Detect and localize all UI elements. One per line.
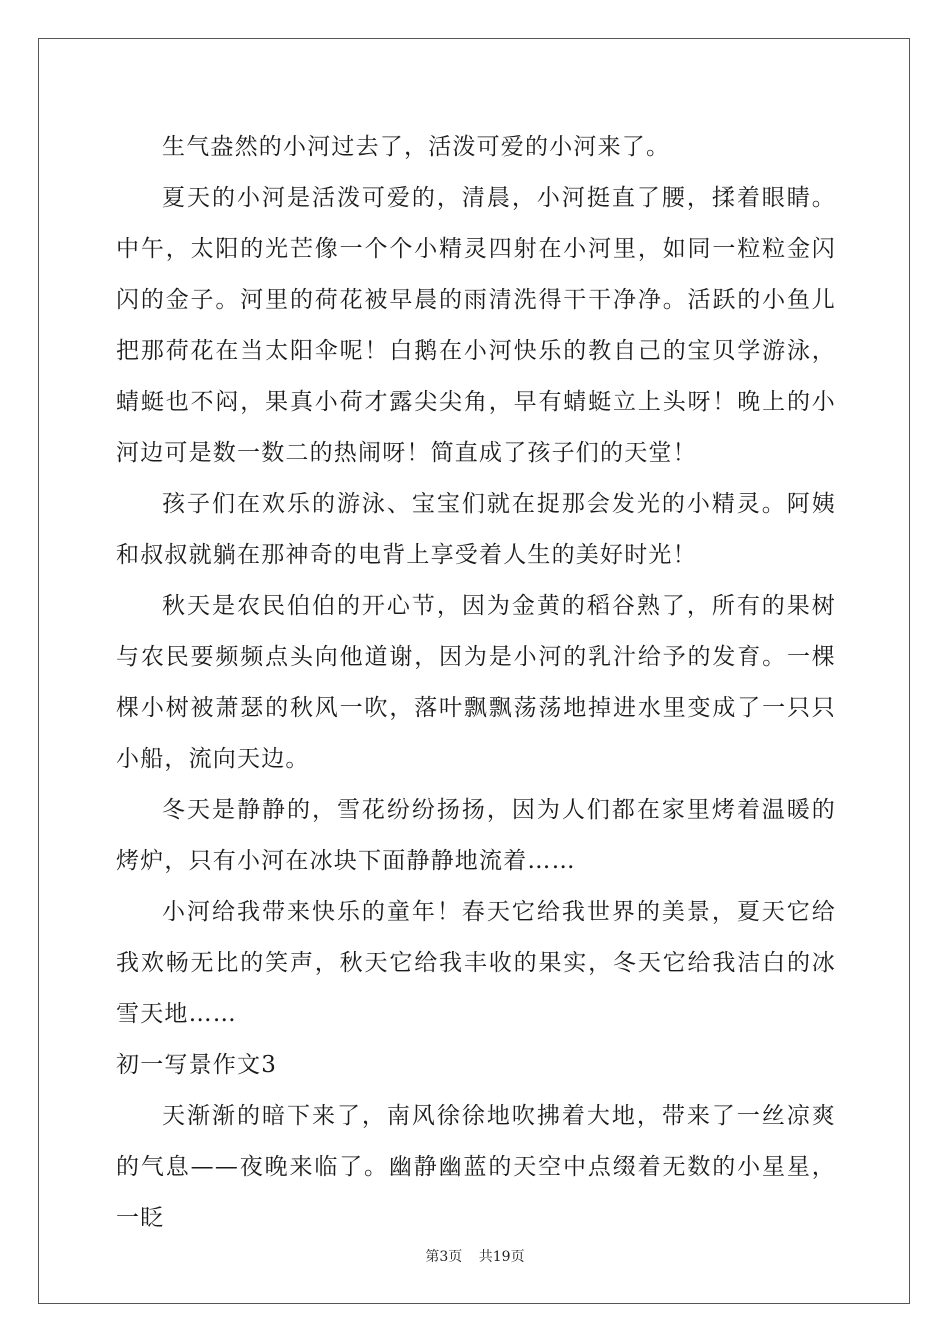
paragraph-intro: 生气盎然的小河过去了，活泼可爱的小河来了。 — [162, 134, 671, 160]
paragraph-conclusion: 小河给我带来快乐的童年！春天它给我世界的美景，夏天它给我欢畅无比的笑声，秋天它给我丰收的果实，冬天它给我洁白的冰雪天地…… — [116, 899, 836, 1027]
paragraph-summer: 夏天的小河是活泼可爱的，清晨，小河挺直了腰，揉着眼睛。中午，太阳的光芒像一个个小精灵四射在小河里，如同一粒粒金闪闪的金子。河里的荷花被早晨的雨清洗得干干净净。活跃的小鱼儿把那荷花在当太阳伞呢！白鹅在小河快乐的教自己的宝贝学游泳，蜻蜓也不闷，果真小荷才露尖尖角，早有蜻蜓立上头呀！晚上的小河边可是数一数二的热闹呀！简直成了孩子们的天堂！ — [116, 185, 836, 466]
section-title: 初一写景作文3 — [116, 1052, 278, 1078]
document-body — [116, 122, 836, 1244]
paragraph-autumn: 秋天是农民伯伯的开心节，因为金黄的稻谷熟了，所有的果树与农民要频频点头向他道谢，因为是小河的乳汁给予的发育。一棵棵小树被萧瑟的秋风一吹，落叶飘飘荡荡地掉进水里变成了一只只小船，流向天边。 — [116, 593, 836, 772]
paragraph-winter: 冬天是静静的，雪花纷纷扬扬，因为人们都在家里烤着温暖的烤炉，只有小河在冰块下面静静地流着…… — [116, 797, 836, 874]
page-footer — [0, 1246, 950, 1266]
page-number: 第3页 — [425, 1249, 463, 1265]
paragraph-children: 孩子们在欢乐的游泳、宝宝们就在捉那会发光的小精灵。阿姨和叔叔就躺在那神奇的电背上享受着人生的美好时光！ — [116, 491, 836, 568]
paragraph-evening: 天渐渐的暗下来了，南风徐徐地吹拂着大地，带来了一丝凉爽的气息——夜晚来临了。幽静幽蓝的天空中点缀着无数的小星星，一眨 — [116, 1103, 836, 1231]
page-total: 共19页 — [478, 1249, 525, 1265]
